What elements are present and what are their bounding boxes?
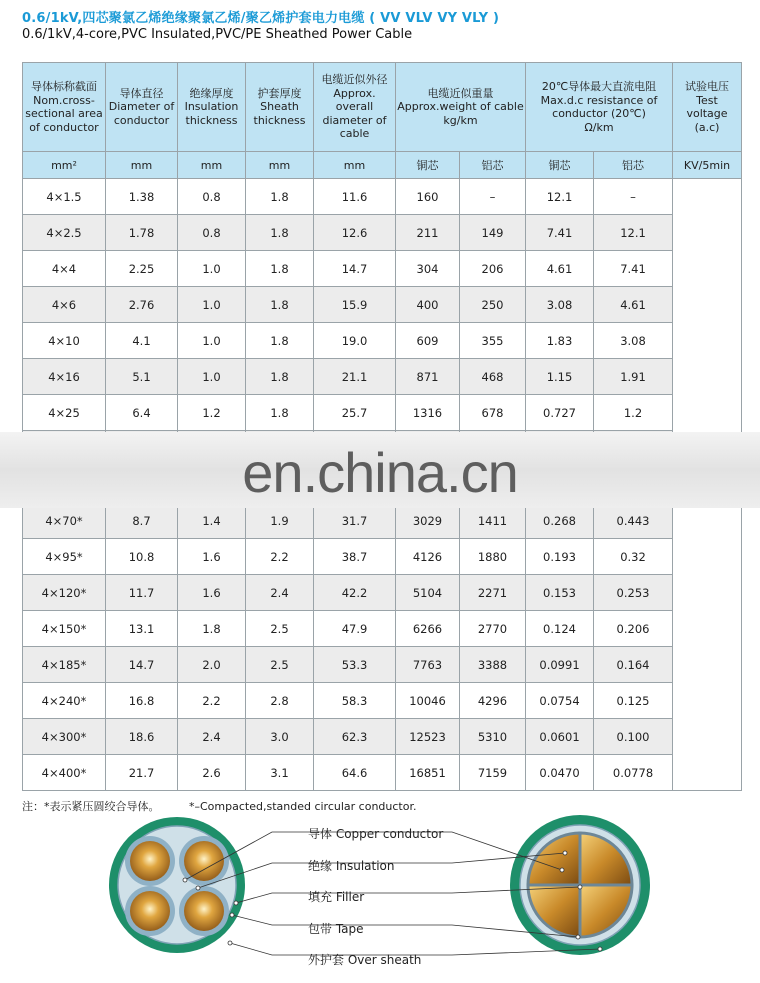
table-cell: 58.3: [314, 683, 396, 719]
table-cell: 1.8: [246, 215, 314, 251]
unit-res-cu: 铜芯: [526, 152, 594, 179]
table-cell: 0.125: [594, 683, 673, 719]
table-cell: 1.8: [178, 611, 246, 647]
table-cell: 21.7: [106, 755, 178, 791]
table-cell: 1.8: [246, 359, 314, 395]
table-cell: 42.2: [314, 575, 396, 611]
table-cell: 4×240*: [23, 683, 106, 719]
table-cell: 0.0470: [526, 755, 594, 791]
table-cell: 2.4: [178, 719, 246, 755]
col-header-resistance: 20℃导体最大直流电阻 Max.d.c resistance of conductor (20℃) Ω/km: [526, 63, 673, 152]
table-cell: 250: [460, 287, 526, 323]
table-cell: 1.2: [594, 395, 673, 431]
table-cell: 1.4: [178, 503, 246, 539]
page-title-cn: 0.6/1kV,四芯聚氯乙烯绝缘聚氯乙烯/聚乙烯护套电力电缆 ( VV VLV VY VLY ): [22, 11, 500, 26]
page-title-en: 0.6/1kV,4-core,PVC Insulated,PVC/PE Sheathed Power Cable: [22, 27, 413, 42]
table-cell: 0.0754: [526, 683, 594, 719]
table-cell: 0.8: [178, 179, 246, 215]
table-cell: 4.61: [594, 287, 673, 323]
table-cell: 678: [460, 395, 526, 431]
col-header-overall: 电缆近似外径 Approx. overall diameter of cable: [314, 63, 396, 152]
table-row: [23, 539, 742, 575]
table-cell: 7.41: [594, 251, 673, 287]
table-cell: 1.83: [526, 323, 594, 359]
table-cell: 0.193: [526, 539, 594, 575]
col-header-diameter: 导体直径 Diameter of conductor: [106, 63, 178, 152]
table-cell: 4×16: [23, 359, 106, 395]
table-cell: 1411: [460, 503, 526, 539]
table-cell: 4×185*: [23, 647, 106, 683]
table-cell: 4×150*: [23, 611, 106, 647]
table-cell: 7763: [396, 647, 460, 683]
table-cell: 0.164: [594, 647, 673, 683]
table-cell: 4×25: [23, 395, 106, 431]
table-cell: 355: [460, 323, 526, 359]
legend-insulation: 绝缘 Insulation: [308, 859, 395, 873]
table-cell: 0.0778: [594, 755, 673, 791]
col-header-weight: 电缆近似重量 Approx.weight of cable kg/km: [396, 63, 526, 152]
table-row: [23, 323, 742, 359]
unit-insulation: mm: [178, 152, 246, 179]
table-cell: 1.8: [246, 323, 314, 359]
table-cell: 0.0991: [526, 647, 594, 683]
table-cell: 4296: [460, 683, 526, 719]
table-cell: 2.6: [178, 755, 246, 791]
table-header-row: [23, 63, 742, 152]
table-cell: 7159: [460, 755, 526, 791]
col-header-test: 试验电压 Test voltage (a.c): [673, 63, 742, 152]
table-cell: 10.8: [106, 539, 178, 575]
left-cable-icon: [109, 817, 245, 953]
table-cell: 38.7: [314, 539, 396, 575]
table-cell: 149: [460, 215, 526, 251]
table-cell: 62.3: [314, 719, 396, 755]
legend-conductor: 导体 Copper conductor: [308, 827, 444, 841]
table-cell: 0.100: [594, 719, 673, 755]
table-cell: 0.124: [526, 611, 594, 647]
table-cell: 4×120*: [23, 575, 106, 611]
table-cell: 15.9: [314, 287, 396, 323]
table-cell: 1.8: [246, 395, 314, 431]
table-cell: 13.1: [106, 611, 178, 647]
watermark-text: en.china.cn: [242, 441, 518, 504]
table-cell: 5104: [396, 575, 460, 611]
table-cell: 2770: [460, 611, 526, 647]
table-cell: 1.8: [246, 251, 314, 287]
table-cell: 1.15: [526, 359, 594, 395]
table-row: [23, 395, 742, 431]
table-cell: 6.4: [106, 395, 178, 431]
table-cell: 4×70*: [23, 503, 106, 539]
table-cell: 160: [396, 179, 460, 215]
table-row: [23, 251, 742, 287]
table-cell: 1.6: [178, 539, 246, 575]
table-cell: 6266: [396, 611, 460, 647]
table-cell: 206: [460, 251, 526, 287]
table-cell: 1.0: [178, 323, 246, 359]
table-cell: 4.1: [106, 323, 178, 359]
unit-diameter: mm: [106, 152, 178, 179]
table-cell: 0.153: [526, 575, 594, 611]
table-cell: 4×4: [23, 251, 106, 287]
table-cell: 4×10: [23, 323, 106, 359]
table-cell: 1316: [396, 395, 460, 431]
table-cell: 1.78: [106, 215, 178, 251]
table-cell: 4×400*: [23, 755, 106, 791]
table-cell: 0.0601: [526, 719, 594, 755]
table-cell: 19.0: [314, 323, 396, 359]
table-cell: 2.4: [246, 575, 314, 611]
table-cell: 1.0: [178, 287, 246, 323]
table-cell: 304: [396, 251, 460, 287]
table-cell: 3029: [396, 503, 460, 539]
table-cell: 871: [396, 359, 460, 395]
table-cell: 3.08: [594, 323, 673, 359]
table-cell: 2271: [460, 575, 526, 611]
table-row: [23, 215, 742, 251]
table-cell: 1.2: [178, 395, 246, 431]
unit-test: KV/5min: [673, 152, 742, 179]
table-cell: 10046: [396, 683, 460, 719]
table-cell: 3.1: [246, 755, 314, 791]
unit-weight-cu: 铜芯: [396, 152, 460, 179]
table-cell: 47.9: [314, 611, 396, 647]
table-cell: 2.2: [178, 683, 246, 719]
table-cell: 14.7: [106, 647, 178, 683]
table-cell: 468: [460, 359, 526, 395]
table-cell: 2.8: [246, 683, 314, 719]
footnote-cn: 注：*表示紧压圆绞合导体。: [22, 800, 160, 813]
table-cell: –: [460, 179, 526, 215]
table-cell: 0.727: [526, 395, 594, 431]
table-cell: 1.6: [178, 575, 246, 611]
table-cell: 1880: [460, 539, 526, 575]
unit-section: mm²: [23, 152, 106, 179]
table-cell: 11.6: [314, 179, 396, 215]
col-header-insulation: 绝缘厚度 Insulation thickness: [178, 63, 246, 152]
table-row: [23, 287, 742, 323]
table-cell: 11.7: [106, 575, 178, 611]
table-cell: 16851: [396, 755, 460, 791]
table-row: [23, 359, 742, 395]
table-row: [23, 575, 742, 611]
table-cell: 14.7: [314, 251, 396, 287]
table-cell: 0.32: [594, 539, 673, 575]
table-cell: 31.7: [314, 503, 396, 539]
table-cell: 3.08: [526, 287, 594, 323]
table-cell: 1.0: [178, 359, 246, 395]
table-cell: 400: [396, 287, 460, 323]
unit-res-al: 铝芯: [594, 152, 673, 179]
table-cell: 0.253: [594, 575, 673, 611]
unit-weight-al: 铝芯: [460, 152, 526, 179]
table-cell: 0.8: [178, 215, 246, 251]
table-cell: 5.1: [106, 359, 178, 395]
table-cell: 4×2.5: [23, 215, 106, 251]
table-cell: 2.25: [106, 251, 178, 287]
table-cell: 1.8: [246, 179, 314, 215]
table-cell: 4126: [396, 539, 460, 575]
table-cell: 1.38: [106, 179, 178, 215]
table-cell: 0.268: [526, 503, 594, 539]
table-cell: 211: [396, 215, 460, 251]
table-cell: 4×300*: [23, 719, 106, 755]
table-cell: 5310: [460, 719, 526, 755]
table-cell: 16.8: [106, 683, 178, 719]
table-cell: 3388: [460, 647, 526, 683]
table-row: [23, 179, 742, 215]
table-cell: 21.1: [314, 359, 396, 395]
legend-filler: 填充 Filler: [308, 890, 365, 904]
table-cell: 609: [396, 323, 460, 359]
table-cell: 64.6: [314, 755, 396, 791]
table-cell: 2.2: [246, 539, 314, 575]
table-cell: 1.91: [594, 359, 673, 395]
table-row: [23, 611, 742, 647]
table-cell: 18.6: [106, 719, 178, 755]
table-cell: 53.3: [314, 647, 396, 683]
table-cell: 25.7: [314, 395, 396, 431]
table-cell: 4×1.5: [23, 179, 106, 215]
table-cell: 4×95*: [23, 539, 106, 575]
table-row: [23, 755, 742, 791]
legend-over-sheath: 外护套 Over sheath: [308, 953, 422, 967]
table-cell: 12.1: [594, 215, 673, 251]
table-cell: –: [594, 179, 673, 215]
col-header-section: 导体标称截面 Nom.cross- sectional area of conductor: [23, 63, 106, 152]
table-cell: 12523: [396, 719, 460, 755]
table-cell: 7.41: [526, 215, 594, 251]
table-cell: 8.7: [106, 503, 178, 539]
table-cell: 2.5: [246, 611, 314, 647]
unit-sheath: mm: [246, 152, 314, 179]
col-header-sheath: 护套厚度 Sheath thickness: [246, 63, 314, 152]
table-cell: 1.0: [178, 251, 246, 287]
footnote-en: *–Compacted,standed circular conductor.: [189, 800, 417, 813]
table-cell: 0.443: [594, 503, 673, 539]
table-row: [23, 683, 742, 719]
table-cell: 3.0: [246, 719, 314, 755]
table-cell: 4×6: [23, 287, 106, 323]
table-cell: 12.6: [314, 215, 396, 251]
footnote: [22, 798, 416, 814]
table-cell: 2.76: [106, 287, 178, 323]
table-cell: 1.8: [246, 287, 314, 323]
table-cell: 1.9: [246, 503, 314, 539]
table-row: [23, 647, 742, 683]
table-cell: 0.206: [594, 611, 673, 647]
table-cell: 12.1: [526, 179, 594, 215]
unit-overall: mm: [314, 152, 396, 179]
table-cell: 4.61: [526, 251, 594, 287]
spec-table: [22, 62, 742, 791]
table-cell: 2.5: [246, 647, 314, 683]
table-row: [23, 719, 742, 755]
table-cell: 2.0: [178, 647, 246, 683]
legend-tape: 包带 Tape: [308, 922, 364, 936]
table-unit-row: [23, 152, 742, 179]
